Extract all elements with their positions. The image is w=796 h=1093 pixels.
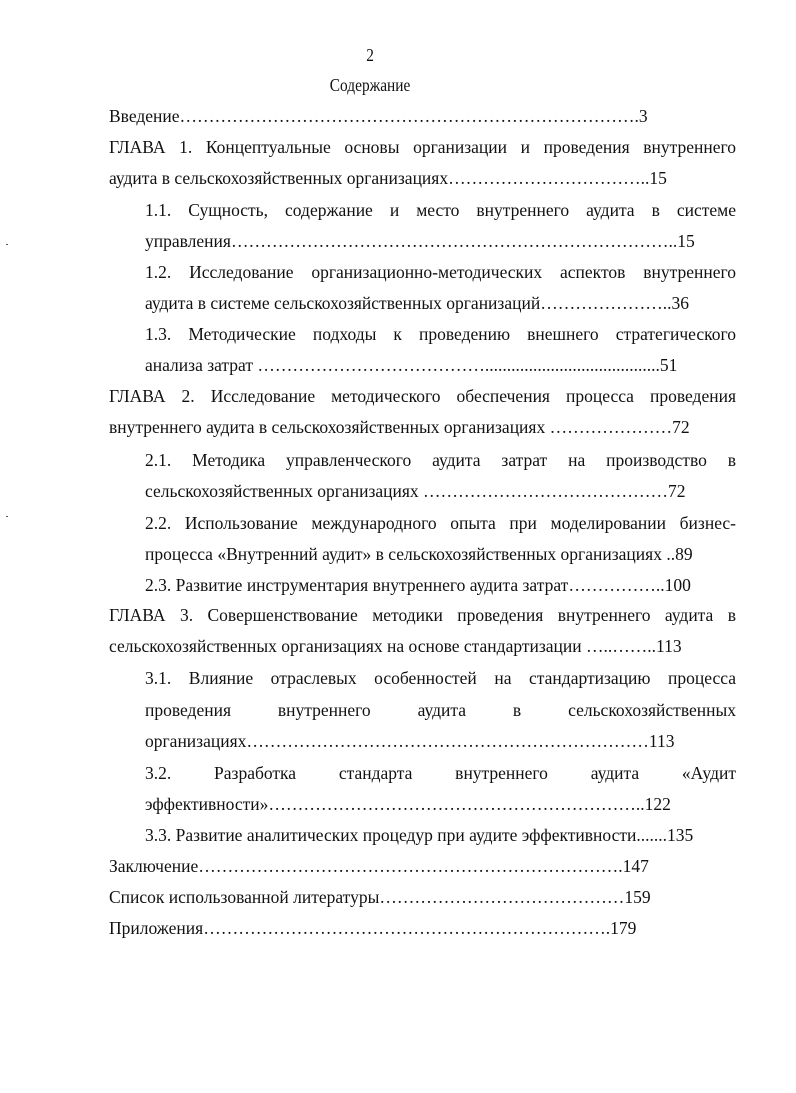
toc-entry-3-1-cont[interactable]: проведения внутреннего аудита в сельскохозяйственных — [145, 700, 736, 720]
toc-entry-1-3[interactable]: 1.3. Методические подходы к проведению внешнего стратегического — [145, 324, 736, 344]
toc-entry-2-1[interactable]: 2.1. Методика управленческого аудита затрат на производство в — [145, 450, 736, 470]
toc-entry-appendices[interactable]: Приложения…………………………………………………………….179 — [109, 918, 637, 938]
toc-entry-1-1[interactable]: 1.1. Сущность, содержание и место внутреннего аудита в системе — [145, 200, 736, 220]
page-number: 2 — [366, 45, 374, 65]
toc-entry-3-2-cont[interactable]: эффективности»………………………………………………………..122 — [145, 794, 671, 814]
toc-entry-2-3[interactable]: 2.3. Развитие инструментария внутреннего аудита затрат……………..100 — [145, 575, 691, 595]
toc-entry-1-3-cont[interactable]: анализа затрат …………………………………........................................51 — [145, 355, 678, 375]
toc-entry-chapter-1-cont[interactable]: аудита в сельскохозяйственных организациях……………………………..15 — [109, 168, 667, 188]
toc-entry-chapter-1[interactable]: ГЛАВА 1. Концептуальные основы организации и проведения внутреннего — [109, 137, 736, 157]
toc-entry-conclusion[interactable]: Заключение……………………………………………………………….147 — [109, 856, 649, 876]
toc-entry-1-2[interactable]: 1.2. Исследование организационно-методических аспектов внутреннего — [145, 262, 736, 282]
toc-entry-introduction[interactable]: Введение…………………………………………………………………….3 — [109, 106, 648, 126]
toc-entry-2-2[interactable]: 2.2. Использование международного опыта при моделировании бизнес- — [145, 513, 736, 533]
toc-entry-references[interactable]: Список использованной литературы……………………………………159 — [109, 887, 651, 907]
scan-mark — [6, 244, 8, 245]
toc-entry-1-2-cont[interactable]: аудита в системе сельскохозяйственных организаций…………………..36 — [145, 293, 689, 313]
toc-entry-3-1-cont[interactable]: организациях……………………………………………………………113 — [145, 731, 675, 751]
toc-entry-chapter-2[interactable]: ГЛАВА 2. Исследование методического обеспечения процесса проведения — [109, 386, 736, 406]
toc-entry-3-3[interactable]: 3.3. Развитие аналитических процедур при аудите эффективности.......135 — [145, 825, 694, 845]
toc-entry-3-2[interactable]: 3.2. Разработка стандарта внутреннего аудита «Аудит — [145, 763, 736, 783]
toc-entry-1-1-cont[interactable]: управления…………………………………………………………………..15 — [145, 231, 695, 251]
toc-entry-3-1[interactable]: 3.1. Влияние отраслевых особенностей на стандартизацию процесса — [145, 668, 736, 688]
scan-mark — [6, 516, 8, 517]
toc-entry-chapter-3[interactable]: ГЛАВА 3. Совершенствование методики проведения внутреннего аудита в — [109, 605, 736, 625]
toc-entry-2-2-cont[interactable]: процесса «Внутренний аудит» в сельскохозяйственных организациях ..89 — [145, 544, 693, 564]
toc-entry-2-1-cont[interactable]: сельскохозяйственных организациях ……………………………………72 — [145, 481, 686, 501]
toc-entry-chapter-2-cont[interactable]: внутреннего аудита в сельскохозяйственных организациях …………………72 — [109, 417, 690, 437]
page-title: Содержание — [329, 75, 411, 95]
toc-entry-chapter-3-cont[interactable]: сельскохозяйственных организациях на основе стандартизации …..……..113 — [109, 636, 682, 656]
